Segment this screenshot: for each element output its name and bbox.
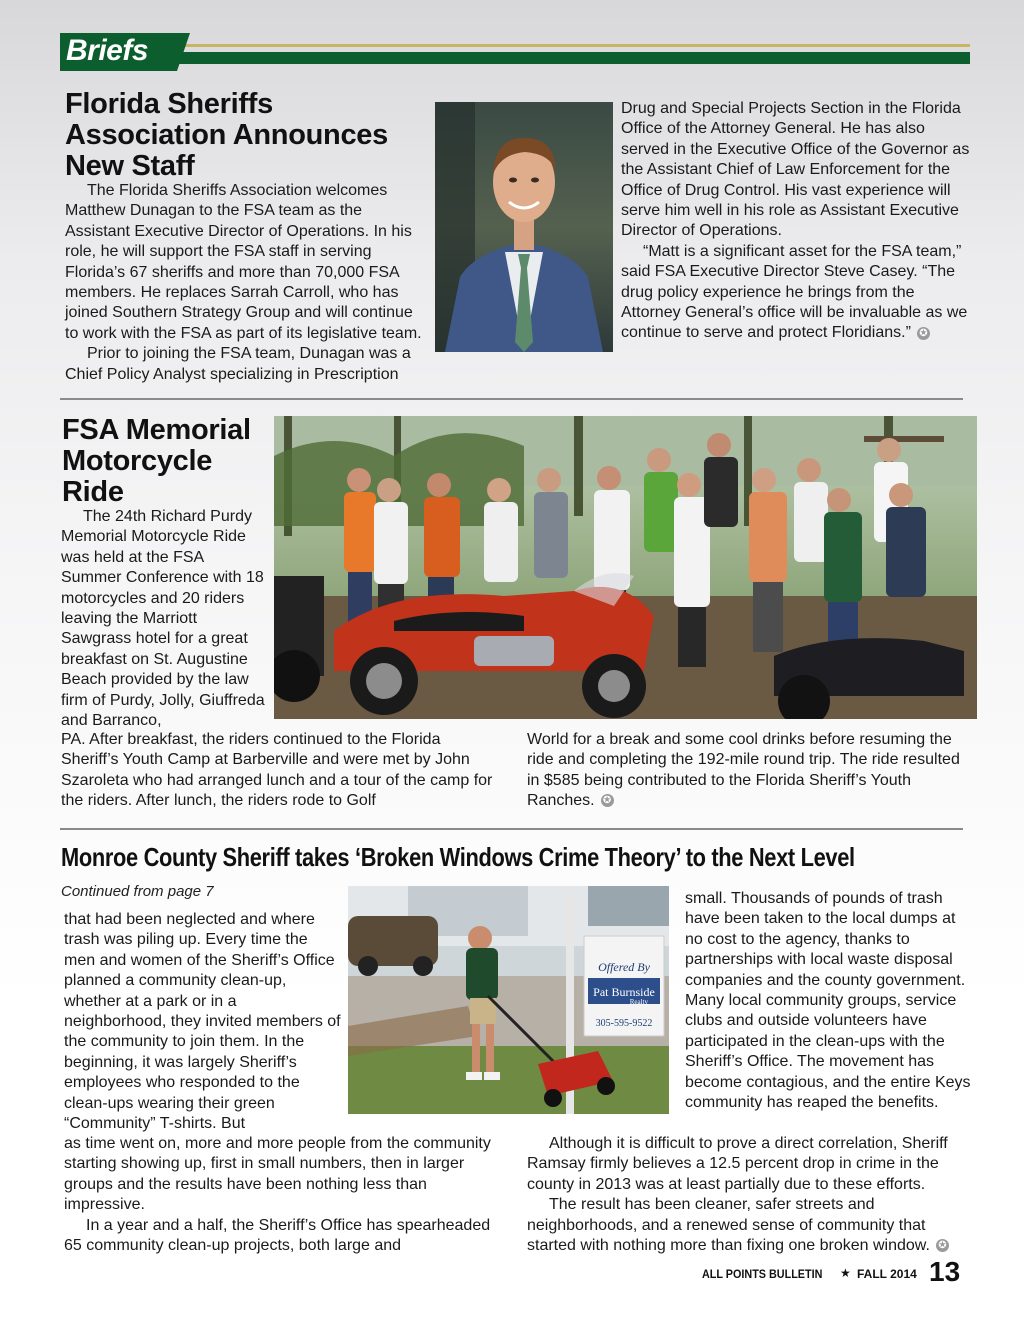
- article1-title-line: Association Announces: [65, 119, 388, 151]
- article2-intro: [61, 507, 266, 731]
- article3-column-1-narrow: [64, 910, 342, 1134]
- article2-column-2: [527, 730, 967, 812]
- article1-title: [65, 89, 388, 182]
- article3-paragraph: [527, 1195, 977, 1256]
- cleanup-photo: [348, 886, 669, 1114]
- article3-paragraph: In a year and a half, the Sheriff’s Office has spearheaded 65 community clean-up projects, both large and: [64, 1216, 491, 1255]
- sign-name: Pat Burnside: [593, 985, 655, 999]
- article3-title: Monroe County Sheriff takes ‘Broken Windows Crime Theory’ to the Next Level: [61, 842, 855, 872]
- article1-column-1: [65, 181, 430, 385]
- header-gold-line: [178, 44, 970, 47]
- article2-closing-text: World for a break and some cool drinks before resuming the ride and completing the 192-mile round trip. The ride resulted in $585 being contributed to the Florida Sheriff’s Youth Ranches.: [527, 731, 960, 810]
- article2-paragraph: PA. After breakfast, the riders continued to the Florida Sheriff’s Youth Camp at Barberville and were met by John Szaroleta who had arranged lunch and a tour of the camp for the riders. After lunch, the riders rode to Golf: [61, 731, 493, 810]
- article2-title-line: FSA Memorial: [62, 414, 251, 446]
- article3-paragraph: small. Thousands of pounds of trash have been taken to the local dumps at no cost to the agency, thanks to partnerships with local waste disposal companies and the county government. Many local community groups, service clubs and outside volunteers have participated in the clean-ups with the Sheriff’s Office. The movement has become contagious, and the entire Keys community has reaped the benefits.: [685, 890, 971, 1112]
- article3-column-2-wide: [527, 1134, 977, 1256]
- end-of-story-icon: ✪: [936, 1239, 949, 1252]
- article3-column-2-narrow: [685, 889, 973, 1113]
- article2-title: [62, 415, 251, 508]
- article1-closing-text: “Matt is a significant asset for the FSA team,” said FSA Executive Director Steve Casey. “The drug policy experience he brings from the Attorney General’s office will be invaluable as we continue to serve and protect Floridians.”: [621, 242, 968, 342]
- article1-title-line: Florida Sheriffs: [65, 88, 273, 120]
- article1-column-2: [621, 99, 973, 344]
- sign-offered-by: Offered By: [598, 960, 650, 974]
- article1-paragraph: [621, 242, 973, 344]
- article2-column-1: [61, 730, 499, 812]
- star-icon: ★: [840, 1266, 851, 1280]
- sign-realty: Realty: [629, 998, 648, 1006]
- article3-column-1-wide: [64, 1134, 502, 1256]
- page-number: 13: [929, 1256, 961, 1287]
- article3-paragraph: Although it is difficult to prove a direct correlation, Sheriff Ramsay firmly believes a 12.5 percent drop in crime in the county in 2013 was at least partially due to these efforts.: [527, 1135, 948, 1193]
- article3-paragraph: that had been neglected and where trash was piling up. Every time the men and women of the Sheriff’s Office planned a community clean-up, whether at a park or in a neighborhood, they invited members of the community to join them. In the beginning, it was largely Sheriff’s employees who responded to the clean-ups wearing their green “Community” T-shirts. But: [64, 911, 341, 1133]
- section-label: Briefs: [66, 34, 149, 67]
- article2-paragraph: The 24th Richard Purdy Memorial Motorcycle Ride was held at the FSA Summer Conference with 18 motorcycles and 20 riders leaving the Marriott Sawgrass hotel for a great breakfast on St. Augustine Beach provided by the law firm of Purdy, Jolly, Giuffreda and Barranco,: [61, 508, 265, 730]
- article2-title-line: Ride: [62, 476, 124, 508]
- header-green-bar: [178, 52, 970, 64]
- article3-paragraph: as time went on, more and more people from the community starting showing up, first in small numbers, then in larger groups and the results have been nothing less than impressive.: [64, 1135, 491, 1214]
- divider: [60, 828, 963, 830]
- article1-paragraph: The Florida Sheriffs Association welcomes Matthew Dunagan to the FSA team as the Assistant Executive Director of Operations. In his role, he will support the FSA staff in serving Florida’s 67 sheriffs and more than 70,000 FSA members. He replaces Sarrah Carroll, who has joined Southern Strategy Group and will continue to work with the FSA as part of its legislative team.: [65, 182, 422, 342]
- article1-paragraph: Drug and Special Projects Section in the Florida Office of the Attorney General. He has also served in the Executive Office of the Governor as the Assistant Chief of Law Enforcement for the Office of Drug Control. His vast experience will serve him well in his role as Assistant Executive Director of Operations.: [621, 100, 970, 240]
- page-footer: [700, 1258, 970, 1290]
- article3-closing-text: The result has been cleaner, safer streets and neighborhoods, and a renewed sense of community that started with nothing more than fixing one broken window.: [527, 1196, 930, 1255]
- divider: [60, 398, 963, 400]
- sign-phone: 305-595-9522: [595, 1018, 653, 1029]
- footer-issue: FALL 2014: [857, 1267, 917, 1281]
- portrait-photo: [435, 102, 613, 352]
- motorcycle-group-photo: [274, 416, 977, 719]
- article1-paragraph: Prior to joining the FSA team, Dunagan was a Chief Policy Analyst specializing in Prescription: [65, 345, 411, 383]
- article2-paragraph: [527, 730, 967, 812]
- article1-title-line: New Staff: [65, 150, 195, 182]
- end-of-story-icon: ✪: [601, 794, 614, 807]
- footer-publication: ALL POINTS BULLETIN: [702, 1267, 823, 1281]
- end-of-story-icon: ✪: [917, 327, 930, 340]
- article2-title-line: Motorcycle: [62, 445, 213, 477]
- continued-note: Continued from page 7: [61, 883, 214, 900]
